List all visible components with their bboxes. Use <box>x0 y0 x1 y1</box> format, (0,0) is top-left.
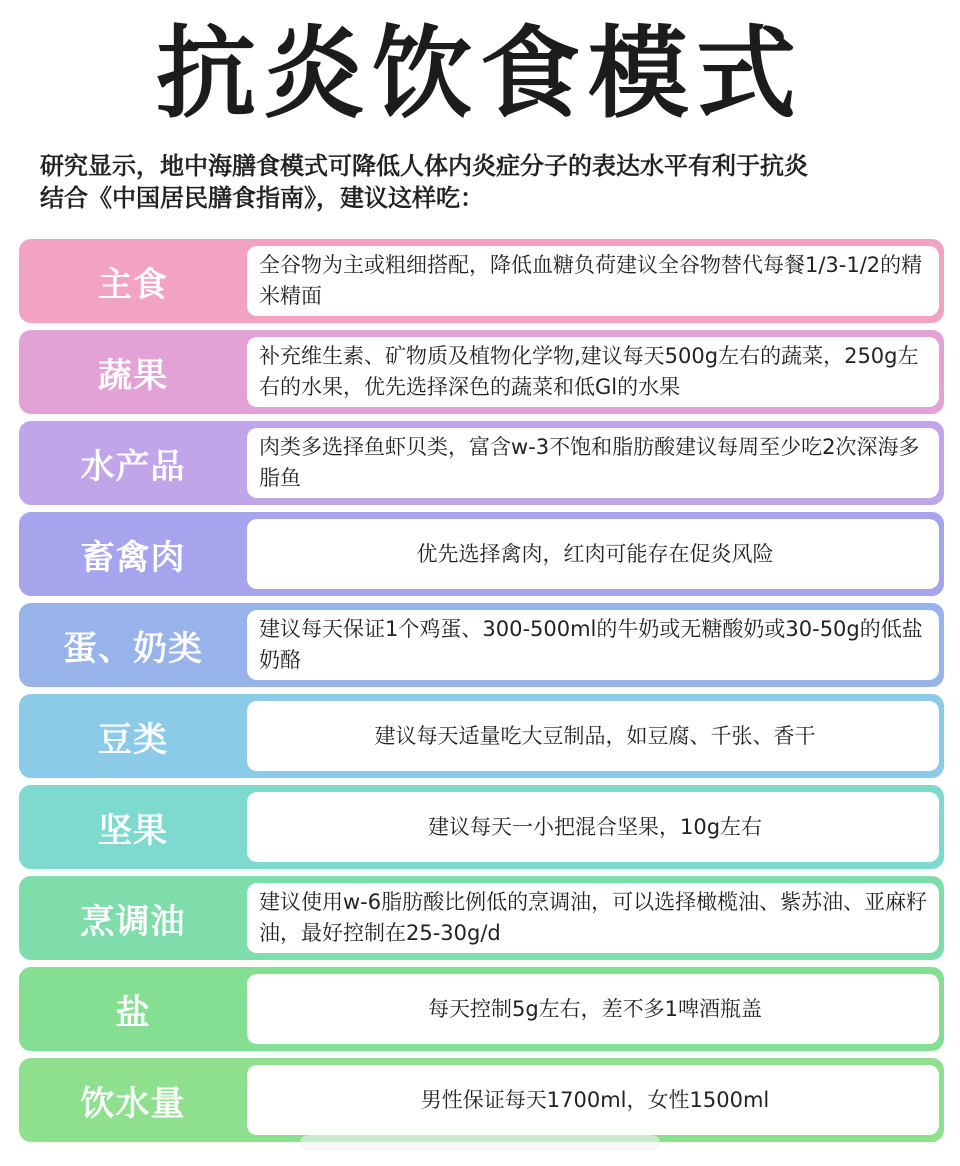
row-description <box>247 792 939 862</box>
row-description <box>247 974 939 1044</box>
row-description-text: 建议使用w-6脂肪酸比例低的烹调油，可以选择橄榄油、紫苏油、亚麻籽油，最好控制在25-30g/d <box>259 890 928 945</box>
row-nuts <box>19 785 944 869</box>
row-label: 盐 <box>115 992 151 1033</box>
row-description <box>247 1065 939 1135</box>
intro-text <box>40 150 940 214</box>
row-aquatic <box>19 421 944 505</box>
row-label: 烹调油 <box>80 901 186 942</box>
row-description-text: 建议每天适量吃大豆制品，如豆腐、千张、香干 <box>374 723 816 748</box>
intro-line-2: 结合《中国居民膳食指南》，建议这样吃： <box>40 184 484 212</box>
row-label: 水产品 <box>80 446 186 487</box>
row-description-text: 全谷物为主或粗细搭配，降低血糖负荷建议全谷物替代每餐1/3-1/2的精米精面 <box>259 253 923 308</box>
row-meat <box>19 512 944 596</box>
row-cooking-oil <box>19 876 944 960</box>
row-label: 蛋、奶类 <box>63 628 203 669</box>
row-description <box>247 883 939 953</box>
row-description <box>247 337 939 407</box>
page-title: 抗炎饮食模式 <box>156 15 804 132</box>
row-label: 豆类 <box>98 719 168 760</box>
row-label: 主食 <box>98 264 168 305</box>
row-description <box>247 519 939 589</box>
row-description-text: 每天控制5g左右，差不多1啤酒瓶盖 <box>427 996 763 1021</box>
row-description <box>247 428 939 498</box>
row-water <box>19 1058 944 1142</box>
row-description-text: 建议每天保证1个鸡蛋、300-500ml的牛奶或无糖酸奶或30-50g的低盐奶酪 <box>259 617 923 672</box>
row-description <box>247 246 939 316</box>
row-label: 饮水量 <box>80 1083 186 1124</box>
row-beans <box>19 694 944 778</box>
row-description <box>247 701 939 771</box>
bottom-watermark-bar <box>300 1135 660 1151</box>
row-staple <box>19 239 944 323</box>
row-label: 坚果 <box>98 810 168 851</box>
row-label: 畜禽肉 <box>80 537 186 578</box>
row-description-text: 肉类多选择鱼虾贝类，富含w-3不饱和脂肪酸建议每周至少吃2次深海多脂鱼 <box>259 435 920 490</box>
row-vegetables-fruits <box>19 330 944 414</box>
intro-line-1: 研究显示，地中海膳食模式可降低人体内炎症分子的表达水平有利于抗炎 <box>40 152 808 180</box>
row-salt <box>19 967 944 1051</box>
row-description-text: 男性保证每天1700ml，女性1500ml <box>420 1087 770 1112</box>
row-eggs-dairy <box>19 603 944 687</box>
row-description-text: 优先选择禽肉，红肉可能存在促炎风险 <box>416 541 774 566</box>
row-description-text: 建议每天一小把混合坚果，10g左右 <box>427 814 763 839</box>
row-description <box>247 610 939 680</box>
row-label: 蔬果 <box>98 355 168 396</box>
diet-table <box>19 239 944 1149</box>
row-description-text: 补充维生素、矿物质及植物化学物,建议每天500g左右的蔬菜，250g左右的水果，优先选择深色的蔬菜和低Gl的水果 <box>259 344 919 399</box>
